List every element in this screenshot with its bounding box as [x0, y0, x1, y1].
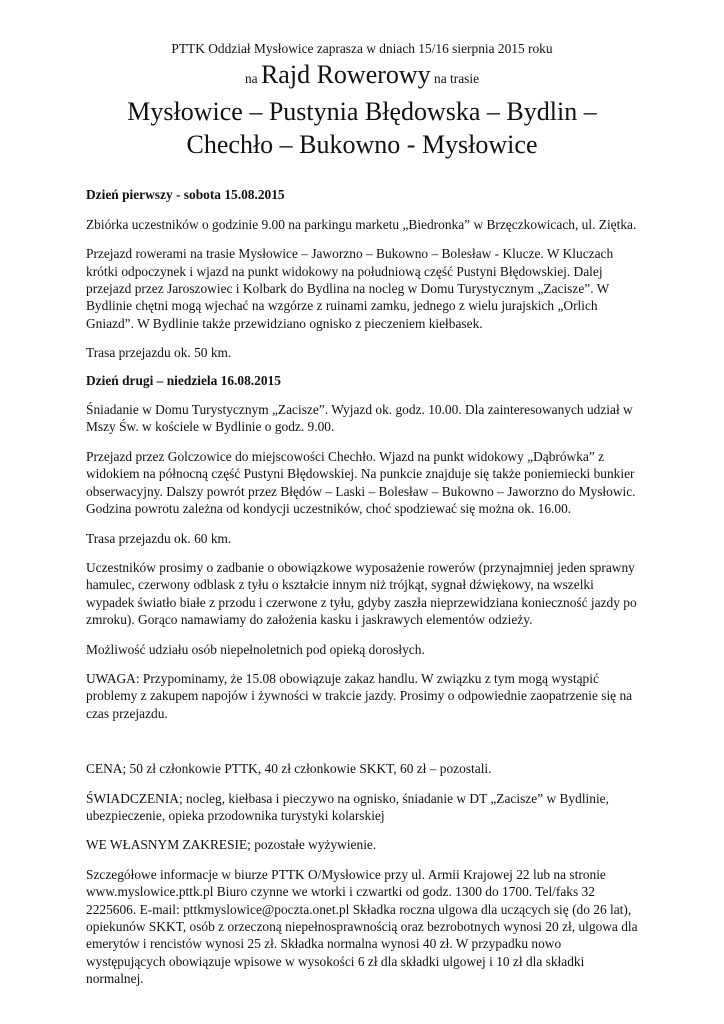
equipment-note: Uczestników prosimy o zadbanie o obowiązkowe wyposażenie rowerów (przynajmniej jeden sprawny hamulec, czerwony odblask z tyłu o kształcie innym niż trójkąt, sygnał dźwiękowy, na wszelki wypadek światło białe z przodu i czerwone z tyłu, gdyby zaszła nieprzewidziana konieczność jazdy po zmroku). Gorąco namawiamy do założenia kasku i jaskrawych elementów odzieży.	[86, 559, 637, 628]
route-line-2: Chechło – Bukowno - Mysłowice	[186, 130, 538, 160]
minors-note: Możliwość udziału osób niepełnoletnich pod opieką dorosłych.	[86, 641, 425, 657]
day1-gathering: Zbiórka uczestników o godzinie 9.00 na parkingu marketu „Biedronka” w Brzęczkowicach, ul. Ziętka.	[86, 216, 637, 232]
services-line: ŚWIADCZENIA; nocleg, kiełbasa i pieczywo na ognisko, śniadanie w DT „Zacisze” w Bydlinie, ubezpieczenie, opieka przodownika turystyki kolarskiej	[86, 790, 609, 823]
day1-distance: Trasa przejazdu ok. 50 km.	[86, 345, 232, 361]
day1-heading: Dzień pierwszy - sobota 15.08.2015	[86, 187, 285, 203]
title-prefix: na	[244, 71, 258, 87]
rally-title-line	[86, 60, 638, 94]
contact-info: Szczegółowe informacje w biurze PTTK O/Mysłowice przy ul. Armii Krajowej 22 lub na stronie www.myslowice.pttk.pl Biuro czynne we wtorki i czwartki od godz. 1300 do 1700. Tel/faks 32 2225606. E-mail: pttkmyslowice@poczta.onet.pl Składka roczna ulgowa dla uczących się (do 26 lat), opiekunów SKKT, osób z orzeczoną niepełnosprawnością oraz bezrobotnych wynosi 20 zł, ulgowa dla emerytów i rencistów wynosi 25 zł. Składka normalna wynosi 40 zł. W przypadku nowo występujących obowiązuje wpisowe w wysokości 6 zł dla składki ulgowej i 10 zł dla składki normalnej.	[86, 866, 638, 987]
day2-breakfast: Śniadanie w Domu Turystycznym „Zacisze”. Wyjazd ok. godz. 10.00. Dla zainteresowanych udział w Mszy Św. w kościele w Bydlinie o godz. 9.00.	[86, 402, 633, 435]
intro-line: PTTK Oddział Mysłowice zaprasza w dniach 15/16 sierpnia 2015 roku	[171, 41, 553, 56]
route-line-1: Mysłowice – Pustynia Błędowska – Bydlin –	[127, 97, 597, 127]
price-line: CENA; 50 zł członkowie PTTK, 40 zł członkowie SKKT, 60 zł – pozostali.	[86, 761, 492, 777]
rally-title: Rajd Rowerowy	[260, 60, 431, 90]
warning-note: UWAGA: Przypominamy, że 15.08 obowiązuje zakaz handlu. W związku z tym mogą wystąpić problemy z zakupem napojów i żywności w trakcie jazdy. Prosimy o odpowiednie zaopatrzenie się na czas przejazdu.	[86, 670, 633, 721]
day2-route: Przejazd przez Golczowice do miejscowości Chechło. Wjazd na punkt widokowy „Dąbrówka” z widokiem na północną część Pustyni Błędowskiej. Na punkcie znajduje się także poniemiecki bunkier obserwacyjny. Dalszy powrót przez Błędów – Laski – Bolesław – Bukowno – Jaworzno do Mysłowic. Godzina powrotu zależna od kondycji uczestników, choć spodziewać się można ok. 16.00.	[86, 448, 636, 517]
title-suffix: na trasie	[434, 71, 480, 87]
day1-route: Przejazd rowerami na trasie Mysłowice – Jaworzno – Bukowno – Bolesław - Klucze. W Kluczach krótki odpoczynek i wjazd na punkt widokowy na południową część Pustyni Błędowskiej. Dalej przejazd przez Jaroszowiec i Kolbark do Bydlina na nocleg w Domu Turystycznym „Zacisze”. W Bydlinie chętni mogą wjechać na wzgórze z ruinami zamku, jednego z wielu jurajskich „Orlich Gniazd”. W Bydlinie także przewidziano ognisko z pieczeniem kiełbasek.	[86, 246, 614, 331]
day2-distance: Trasa przejazdu ok. 60 km.	[86, 530, 232, 546]
own-expense-line: WE WŁASNYM ZAKRESIE; pozostałe wyżywienie.	[86, 837, 377, 853]
day2-heading: Dzień drugi – niedziela 16.08.2015	[86, 372, 281, 388]
